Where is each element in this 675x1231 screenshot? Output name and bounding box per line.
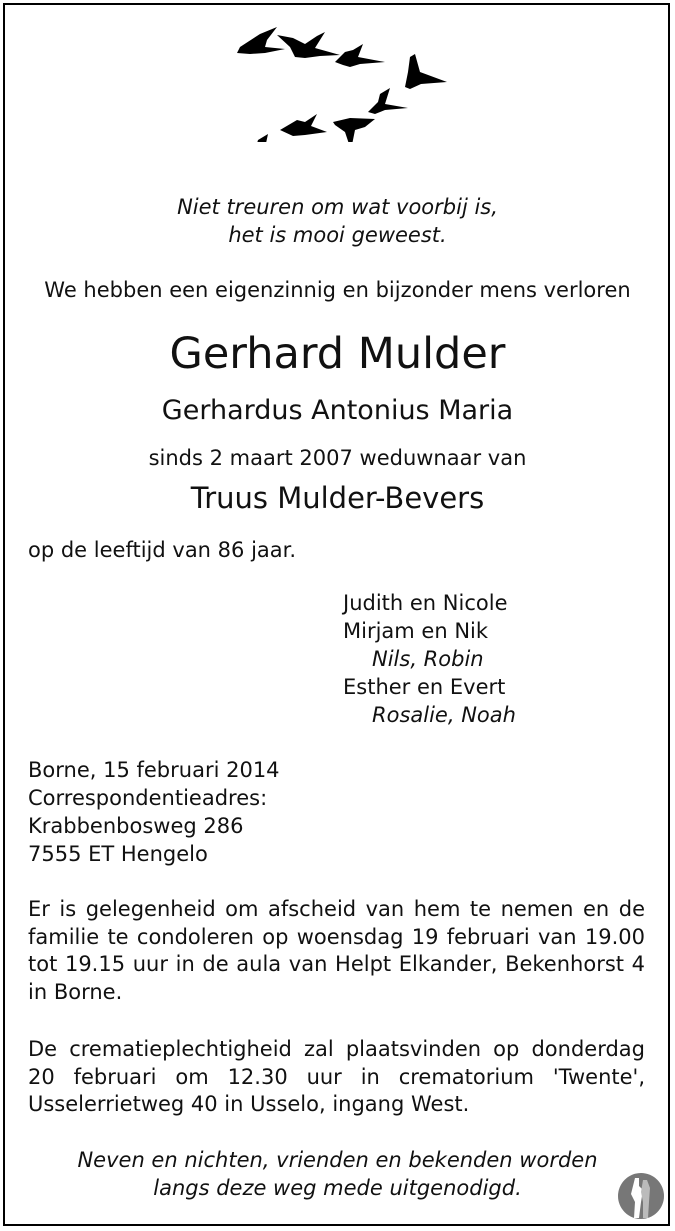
family-member: Mirjam en Nik [343,619,489,643]
grandchildren: Nils, Robin [372,647,484,671]
family-member: Esther en Evert [343,675,506,699]
age-line: op de leeftijd van 86 jaar. [28,538,297,562]
condolence-paragraph: Er is gelegenheid om afscheid van hem te nemen en de familie te condoleren op woensdag 19 februari van 19.00 tot 19.15 uur in de aula van Helpt Elkander, Bekenhorst 4 in Borne. [28,897,645,1005]
intro-text: We hebben een eigenzinnig en bijzonder mens verloren [44,278,631,302]
closing-line: Neven en nichten, vrienden en bekenden worden [77,1148,598,1172]
memorial-logo-icon [617,1172,665,1220]
address-city: 7555 ET Hengelo [28,842,208,866]
quote-line: Niet treuren om wat voorbij is, [177,195,498,219]
closing-line: langs deze weg mede uitgenodigd. [153,1176,522,1200]
cremation-paragraph: De crematieplechtigheid zal plaatsvinden op donderdag 20 februari om 12.30 uur in crematorium 'Twente', Usselerrietweg 40 in Usselo, ingang West. [28,1037,645,1117]
deceased-name: Gerhard Mulder [169,329,506,379]
place-date: Borne, 15 februari 2014 [28,758,280,782]
spouse-name: Truus Mulder-Bevers [190,481,485,515]
address-label: Correspondentieadres: [28,786,268,810]
grandchildren: Rosalie, Noah [372,703,516,727]
quote-line: het is mooi geweest. [228,223,447,247]
widower-line: sinds 2 maart 2007 weduwnaar van [148,446,527,470]
full-name: Gerhardus Antonius Maria [161,395,514,426]
address-street: Krabbenbosweg 286 [28,814,244,838]
family-member: Judith en Nicole [343,591,508,615]
flying-birds-illustration [225,22,455,142]
